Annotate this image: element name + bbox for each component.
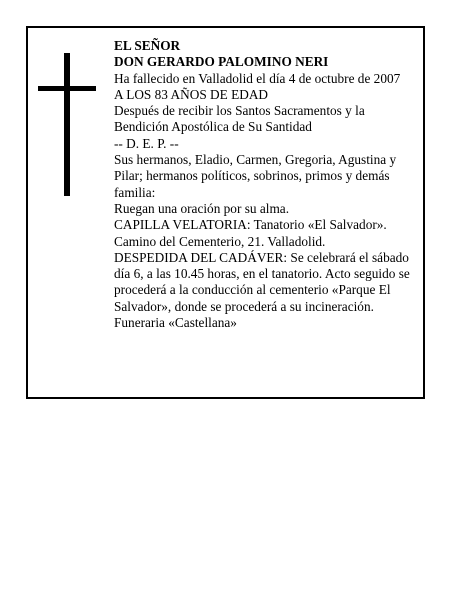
rip-line: -- D. E. P. -- (114, 135, 179, 151)
chapel-text: CAPILLA VELATORIA: Tanatorio «El Salvador». Camino del Cementerio, 21. Valladolid. (114, 217, 387, 249)
notice-title-line1: EL SEÑOR (114, 38, 181, 53)
prayer-text: Ruegan una oración por su alma. (114, 200, 290, 216)
family-text: Sus hermanos, Eladio, Carmen, Gregoria, Agustina y Pilar; hermanos políticos, sobrinos, primos y demás familia: (114, 152, 397, 200)
cross-vertical-bar (64, 53, 70, 196)
sacraments-text: Después de recibir los Santos Sacramentos y la Bendición Apostólica de Su Santidad (114, 103, 365, 135)
cross-horizontal-bar (38, 86, 96, 91)
farewell-text: DESPEDIDA DEL CADÁVER: Se celebrará el sábado día 6, a las 10.45 horas, en el tanatorio. Acto seguido se procederá a la conducción al cementerio «Parque El Salvador», donde se procederá a su incineración. (114, 249, 410, 314)
death-info: Ha fallecido en Valladolid el día 4 de octubre de 2007 (114, 70, 401, 86)
funeral-home: Funeraria «Castellana» (114, 315, 237, 331)
deceased-name: DON GERARDO PALOMINO NERI (114, 54, 329, 70)
age-line: A LOS 83 AÑOS DE EDAD (114, 86, 269, 102)
notice-body (114, 38, 416, 331)
